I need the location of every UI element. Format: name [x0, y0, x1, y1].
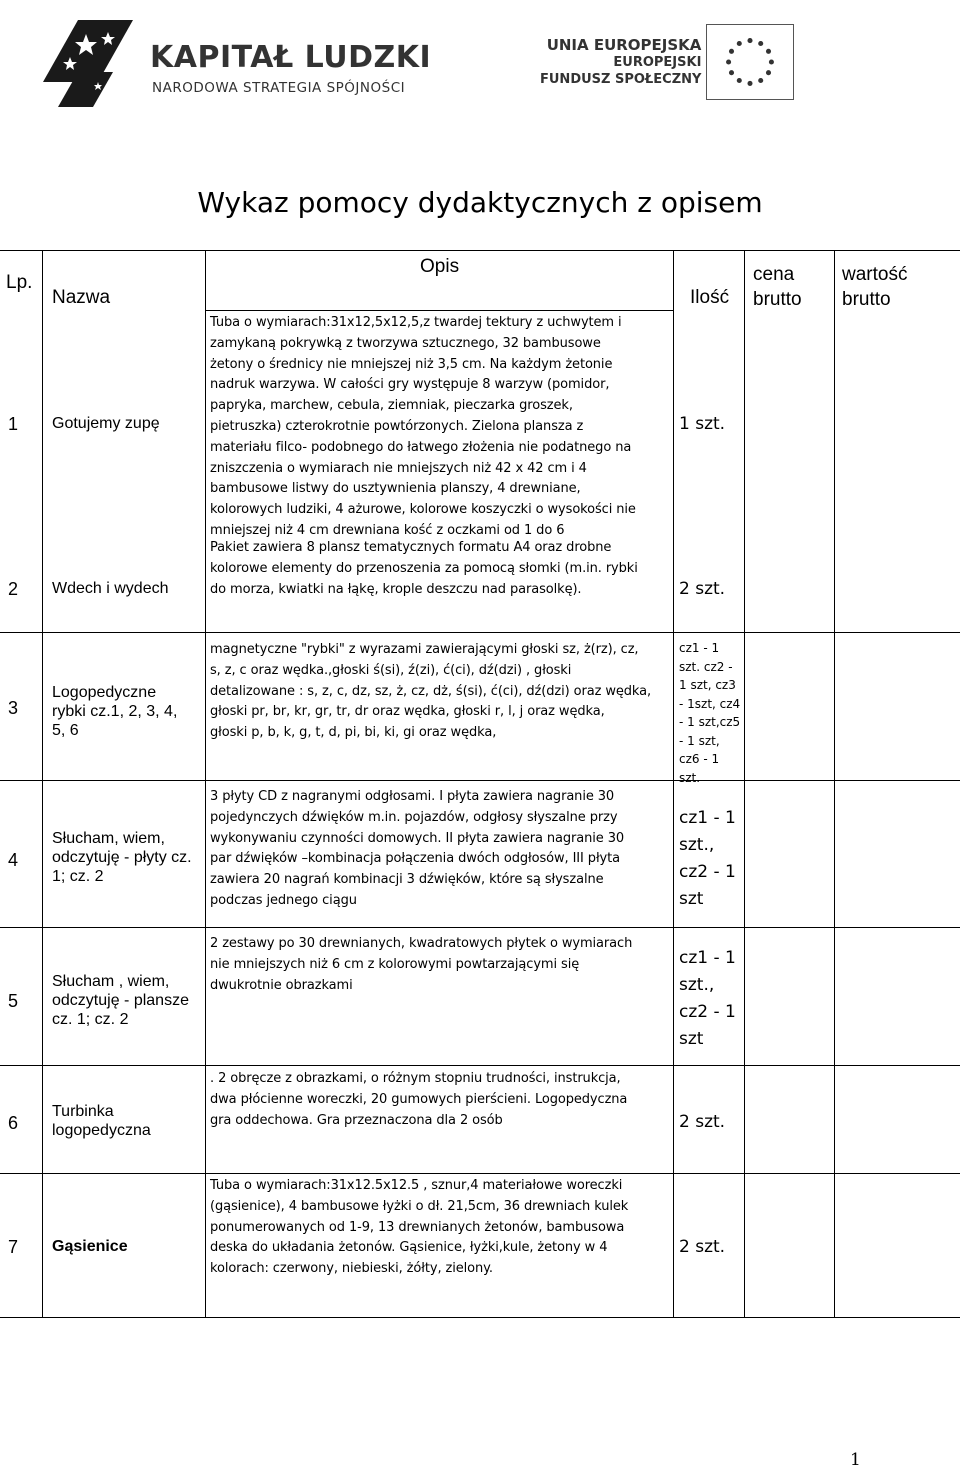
header-cena — [753, 262, 802, 312]
desc-line: deska do układania żetonów. Gąsienice, łyżki,kule, żetony w 4 — [210, 1240, 608, 1256]
row-name-line: Słucham, wiem, — [52, 830, 165, 847]
row-divider — [0, 632, 960, 633]
row-name — [52, 1102, 151, 1140]
desc-line: żetony o średnicy nie mniejszej niż 3,5 cm. Na każdym żetonie — [210, 356, 613, 372]
col-divider — [42, 250, 43, 1317]
header-wartosc — [842, 262, 907, 312]
row-name-line: Gąsienice — [52, 1238, 128, 1255]
qty-line: cz6 - 1 — [679, 752, 720, 766]
kapital-ludzki-subtitle: NARODOWA STRATEGIA SPÓJNOŚCI — [152, 80, 406, 96]
desc-line: kolorowe elementy do przenoszenia za pomocą słomki (m.in. rybki — [210, 560, 638, 576]
header-cena-line: cena — [753, 264, 795, 285]
row-name-line: odczytuję - płyty cz. — [52, 849, 192, 866]
desc-line: bambusowe listwy do usztywnienia planszy, 4 drewniane, — [210, 481, 581, 497]
row-description — [210, 934, 680, 996]
row-quantity — [679, 805, 751, 913]
desc-line: papryka, marchew, cebula, ziemniak, pieczarka groszek, — [210, 398, 573, 414]
desc-line: . 2 obręcze z obrazkami, o różnym stopniu trudności, instrukcja, — [210, 1071, 621, 1086]
page-number: 1 — [850, 1450, 861, 1470]
row-divider — [0, 1065, 960, 1066]
header-lp: Lp. — [6, 272, 33, 293]
qty-line: cz2 - 1 — [679, 862, 736, 882]
qty-line: szt., — [679, 975, 715, 995]
row-lp: 4 — [8, 850, 19, 870]
row-name-line: logopedyczna — [52, 1122, 151, 1139]
eu-logo-text — [540, 36, 701, 88]
qty-line: szt — [679, 1029, 704, 1049]
row-description — [210, 1069, 680, 1131]
qty-line: cz1 - 1 — [679, 641, 720, 655]
desc-line: zniszczenia o wymiarach nie mniejszych niż 42 x 42 cm i 4 — [210, 460, 587, 476]
qty-line: - 1 szt,cz5 — [679, 715, 741, 729]
row-name — [52, 683, 177, 740]
desc-line: zawiera 20 nagrań kombinacji 3 dźwięków, które są słyszalne — [210, 872, 604, 888]
row-name-line: 5, 6 — [52, 722, 79, 739]
opis-header-underline — [205, 310, 673, 311]
desc-line: podczas jednego ciągu — [210, 892, 357, 908]
desc-line: Tuba o wymiarach:31x12.5x12.5 , sznur,4 materiałowe woreczki — [210, 1178, 623, 1193]
desc-line: ponumerowanych od 1-9, 13 drewnianych żetonów, bambusowa — [210, 1219, 625, 1235]
row-lp: 3 — [8, 698, 19, 718]
row-description — [210, 1176, 680, 1280]
row-name-line: rybki cz.1, 2, 3, 4, — [52, 703, 178, 720]
row-divider — [0, 780, 960, 781]
desc-line: nie mniejszych niż 6 cm z kolorowymi powtarzającymi się — [210, 956, 580, 972]
row-description — [210, 787, 680, 912]
header-ilosc: Ilość — [690, 287, 730, 308]
qty-line: - 1szt, cz4 — [679, 696, 741, 711]
table-bottom-border — [0, 1317, 960, 1318]
header-nazwa: Nazwa — [52, 287, 111, 308]
qty-line: cz2 - 1 — [679, 1002, 736, 1022]
col-divider — [834, 250, 835, 1317]
header-cena-line: brutto — [753, 289, 802, 310]
qty-line: szt — [679, 889, 704, 909]
row-lp: 1 — [8, 414, 19, 434]
desc-line: nadruk warzywa. W całości gry występuje 8 warzyw (pomidor, — [210, 377, 610, 393]
desc-line: głoski pr, br, kr, gr, tr, dr oraz wędka, głoski r, l, j oraz wędka, — [210, 704, 605, 720]
desc-line: dwa płócienne woreczki, 20 gumowych pierścieni. Logopedyczna — [210, 1091, 628, 1107]
qty-line: 1 szt, cz3 — [679, 678, 736, 692]
row-name-line: Wdech i wydech — [52, 580, 169, 597]
header-wartosc-line: wartość — [842, 264, 908, 285]
desc-line: (gąsienice), 4 bambusowe łyżki o dł. 21,5cm, 36 drewniach kulek — [210, 1198, 629, 1214]
desc-line: wykonywaniu czynności domowych. II płyta zawiera nagranie 30 — [210, 830, 625, 846]
desc-line: kolorowych ludziki, 4 ażurowe, kolorowe koszyczki o wysokości nie — [210, 502, 636, 518]
desc-line: detalizowane : s, z, c, dz, sz, ż, cz, dż, ś(si), ć(ci), dź(dzi) oraz wędka, — [210, 683, 652, 699]
kapital-ludzki-title: KAPITAŁ LUDZKI — [150, 40, 432, 75]
row-name — [52, 829, 192, 886]
desc-line: pietruszka) czterokrotnie powtórzonych. Zielona plansza z — [210, 418, 584, 434]
qty-line: cz1 - 1 — [679, 948, 736, 968]
header-wartosc-line: brutto — [842, 289, 891, 310]
eu-line-2: EUROPEJSKI — [613, 55, 702, 70]
desc-line: magnetyczne "rybki" z wyrazami zawierającymi głoski sz, ż(rz), cz, — [210, 642, 639, 657]
row-divider — [0, 1173, 960, 1174]
row-name-line: cz. 1; cz. 2 — [52, 1011, 129, 1028]
desc-line: par dźwięków –kombinacja połączenia dwóch odgłosów, III płyta — [210, 851, 621, 867]
desc-line: gra oddechowa. Gra przeznaczona dla 2 osób — [210, 1112, 503, 1128]
eu-flag-icon — [706, 24, 794, 100]
row-lp: 2 — [8, 579, 19, 599]
desc-line: do morza, kwiatki na łąkę, krople deszczu nad parasolkę). — [210, 581, 582, 597]
desc-line: Tuba o wymiarach:31x12,5x12,5,z twardej tektury z uchwytem i — [210, 315, 622, 330]
row-quantity — [679, 945, 751, 1053]
table-top-border — [0, 250, 960, 251]
row-name — [52, 579, 169, 598]
document-title: Wykaz pomocy dydaktycznych z opisem — [197, 186, 763, 219]
desc-line: Pakiet zawiera 8 plansz tematycznych formatu A4 oraz drobne — [210, 540, 612, 555]
row-name-line: Turbinka — [52, 1103, 114, 1120]
row-quantity: 2 szt. — [679, 1112, 726, 1132]
row-name — [52, 1237, 128, 1256]
desc-line: kolorach: czerwony, niebieski, żółty, zielony. — [210, 1261, 493, 1277]
row-name — [52, 972, 189, 1029]
desc-line: 3 płyty CD z nagranymi odgłosami. I płyta zawiera nagranie 30 — [210, 789, 615, 804]
desc-line: pojedynczych dźwięków m.in. pojazdów, odgłosy słyszalne przy — [210, 809, 618, 825]
row-name — [52, 414, 160, 433]
row-description — [210, 313, 680, 542]
row-name-line: Logopedyczne — [52, 684, 157, 701]
desc-line: głoski p, b, k, g, t, d, pi, bi, ki, gi oraz wędka, — [210, 725, 497, 741]
row-name-line: 1; cz. 2 — [52, 868, 104, 885]
row-quantity — [679, 639, 749, 787]
row-name-line: odczytuję - plansze — [52, 992, 189, 1009]
eu-line-1: UNIA EUROPEJSKA — [546, 36, 702, 54]
row-quantity: 1 szt. — [679, 414, 726, 434]
desc-line: zamykaną pokrywką z tworzywa sztucznego, 32 bambusowe — [210, 335, 601, 351]
row-name-line: Słucham , wiem, — [52, 973, 170, 990]
row-description — [210, 640, 680, 744]
header-opis: Opis — [420, 256, 460, 277]
qty-line: cz1 - 1 — [679, 808, 736, 828]
row-description — [210, 538, 680, 600]
kapital-ludzki-logo-icon — [38, 12, 138, 112]
desc-line: mniejszej niż 4 cm drewniana kość z oczkami od 1 do 6 — [210, 522, 565, 538]
row-lp: 6 — [8, 1113, 19, 1133]
row-lp: 7 — [8, 1237, 19, 1257]
desc-line: dwukrotnie obrazkami — [210, 977, 353, 993]
row-quantity: 2 szt. — [679, 1237, 726, 1257]
eu-line-3: FUNDUSZ SPOŁECZNY — [540, 72, 702, 87]
qty-line: szt., — [679, 835, 715, 855]
qty-line: szt. — [679, 770, 701, 785]
col-divider — [205, 250, 206, 1317]
desc-line: 2 zestawy po 30 drewnianych, kwadratowych płytek o wymiarach — [210, 936, 633, 951]
row-quantity: 2 szt. — [679, 579, 726, 599]
desc-line: s, z, c oraz wędka.,głoski ś(si), ź(zi), ć(ci), dź(dzi) , głoski — [210, 662, 572, 678]
row-name-line: Gotujemy zupę — [52, 415, 160, 432]
qty-line: szt. cz2 - — [679, 659, 733, 674]
row-lp: 5 — [8, 991, 19, 1011]
qty-line: - 1 szt, — [679, 733, 720, 748]
desc-line: materiału filco- podobnego do łatwego złożenia nie podatnego na — [210, 439, 632, 455]
row-divider — [0, 927, 960, 928]
